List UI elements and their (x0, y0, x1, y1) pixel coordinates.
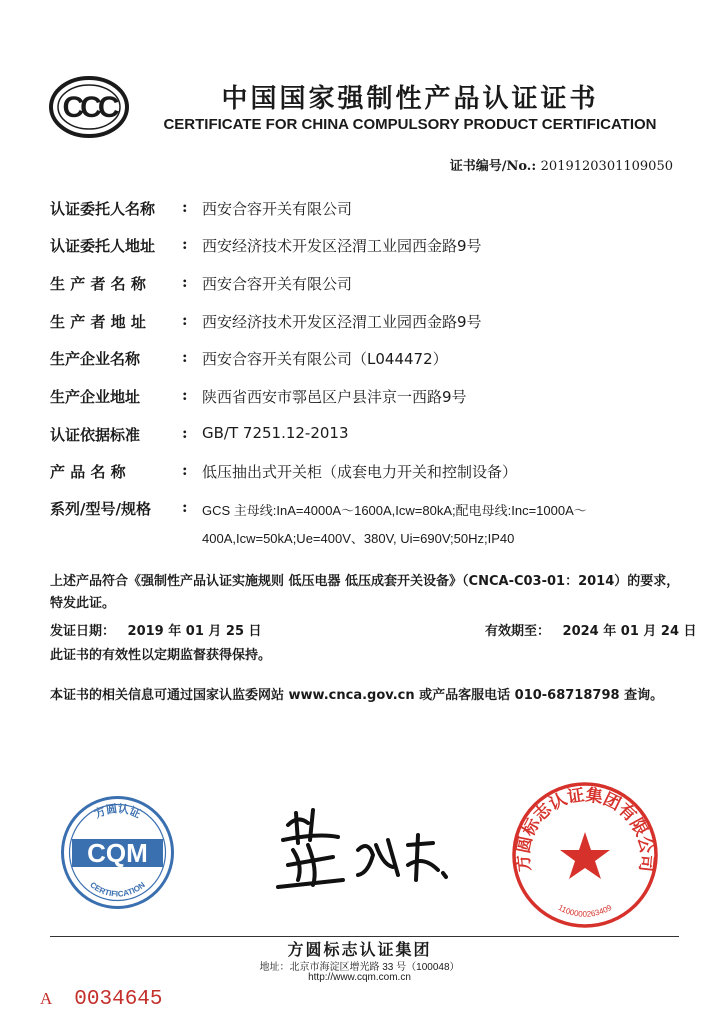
spec-line-2: 400A,Icw=50kA;Ue=400V、380V, Ui=690V;50Hz;IP40 (202, 531, 515, 546)
field-label: 认证委托人名称 (50, 200, 156, 218)
cqm-main-text: CQM (87, 838, 148, 868)
footer-organization: 方圆标志认证集团 (287, 940, 432, 959)
field-label: 认证委托人地址 (50, 237, 156, 255)
field-label: 生 产 者 地 址 (50, 313, 146, 331)
conformity-statement-line-2: 特发此证。 (50, 596, 116, 611)
field-label: 生产企业地址 (50, 388, 141, 406)
cqm-bottom-text: CERTIFICATION (88, 880, 147, 899)
field-value: 西安合容开关有限公司 (202, 200, 353, 218)
certificate-number (450, 155, 673, 174)
serial-prefix: A (40, 989, 53, 1008)
field-value: 陕西省西安市鄠邑区户县沣京一西路9号 (202, 388, 467, 406)
issue-date-label: 发证日期： (50, 624, 116, 639)
field-value: 西安合容开关有限公司 (202, 275, 353, 293)
issue-date-value: 2019 年 01 月 25 日 (127, 624, 262, 639)
cqm-certification-logo (60, 795, 175, 910)
certificate-number-label: 证书编号/No.: (449, 159, 537, 174)
serial-value: 0034645 (74, 988, 163, 1011)
issue-date (50, 620, 262, 639)
title-chinese: 中国国家强制性产品认证证书 (221, 84, 599, 114)
field-value: 低压抽出式开关柜（成套电力开关和控制设备） (202, 463, 518, 481)
conformity-statement-line-1: 上述产品符合《强制性产品认证实施规则 低压电器 低压成套开关设备》（CNCA-C03-01：2014）的要求， (50, 574, 680, 589)
field-label: 生产企业名称 (50, 350, 141, 368)
certificate-number-value: 2019120301109050 (540, 159, 673, 174)
valid-until-label: 有效期至： (485, 624, 551, 639)
seal-text: 方圆标志认证集团有限公司 (513, 785, 657, 873)
ccc-logo-icon (48, 75, 130, 139)
field-label: 系列/型号/规格 (50, 500, 151, 518)
svg-text:CCC: CCC (62, 91, 116, 124)
field-value: 西安经济技术开发区泾渭工业园西金路9号 (202, 237, 482, 255)
field-label: 生 产 者 名 称 (50, 275, 146, 293)
seal-code: 1100000263409 (556, 902, 614, 919)
footer-address: 地址：北京市海淀区增光路 33 号（100048） (259, 962, 460, 973)
footer-website: http://www.cqm.com.cn (308, 972, 411, 983)
validity-note: 此证书的有效性以定期监督获得保持。 (50, 648, 272, 663)
valid-until-value: 2024 年 01 月 24 日 (562, 624, 697, 639)
red-company-seal (510, 780, 660, 930)
valid-until-date (485, 620, 697, 639)
field-value: 西安合容开关有限公司（L044472） (202, 350, 448, 368)
spec-line-1: GCS 主母线:InA=4000A～1600A,Icw=80kA;配电母线:Inc=1000A～ (202, 503, 587, 518)
star-icon (560, 832, 610, 879)
field-label: 认证依据标准 (50, 426, 141, 444)
field-value: GB/T 7251.12-2013 (202, 424, 349, 442)
field-value: 西安经济技术开发区泾渭工业园西金路9号 (202, 313, 482, 331)
info-note: 本证书的相关信息可通过国家认监委网站 www.cnca.gov.cn 或产品客服电话 010-68718798 查询。 (50, 688, 664, 703)
cqm-top-text: 方圆认证 (92, 802, 143, 821)
svg-text:1100000263409 (557, 903, 614, 919)
signature-image (258, 795, 458, 895)
serial-number (40, 988, 163, 1011)
title-english: CERTIFICATE FOR CHINA COMPULSORY PRODUCT CERTIFICATION (163, 116, 657, 133)
field-label: 产 品 名 称 (50, 463, 126, 481)
